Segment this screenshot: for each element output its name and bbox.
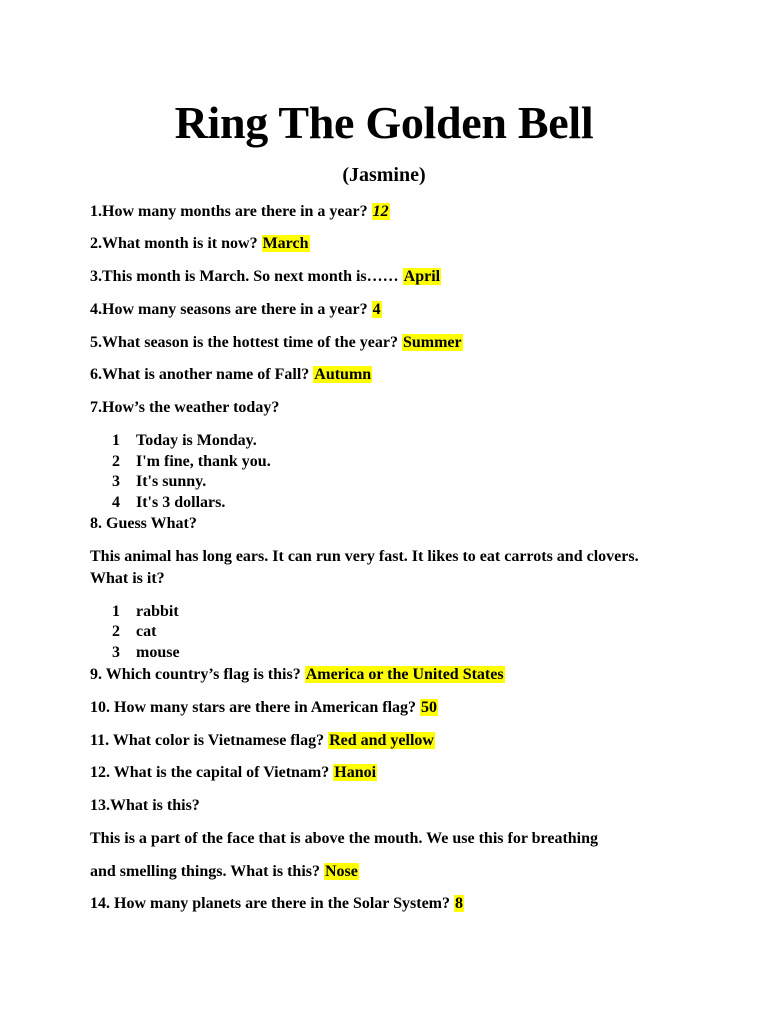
answer-highlight: March — [262, 235, 309, 252]
option-label: Today is Monday. — [136, 432, 257, 449]
question-13: 13.What is this? — [90, 797, 200, 814]
option-item — [112, 622, 156, 642]
option-number: 4 — [112, 494, 120, 511]
question-text: and smelling things. What is this? — [90, 863, 324, 880]
answer-highlight: 12 — [372, 203, 389, 220]
question-text: 1.How many months are there in a year? — [90, 203, 372, 220]
question-6 — [90, 364, 372, 386]
option-number: 3 — [112, 644, 120, 661]
option-label: It's sunny. — [136, 473, 207, 490]
question-13-clue-end — [90, 861, 359, 883]
option-item — [112, 472, 206, 492]
option-number: 1 — [112, 432, 120, 449]
option-item — [112, 602, 179, 622]
option-label: rabbit — [136, 603, 179, 620]
option-item — [112, 431, 257, 451]
question-text: 4.How many seasons are there in a year? — [90, 301, 372, 318]
page-title: Ring The Golden Bell — [174, 97, 594, 148]
question-text: 11. What color is Vietnamese flag? — [90, 732, 329, 749]
answer-highlight: Nose — [325, 863, 358, 880]
question-7: 7.How’s the weather today? — [90, 399, 280, 416]
question-text: 6.What is another name of Fall? — [90, 366, 314, 383]
answer-highlight: Red and yellow — [329, 732, 434, 749]
answer-highlight: 50 — [421, 699, 438, 716]
option-number: 3 — [112, 473, 120, 490]
question-12 — [90, 762, 377, 784]
question-14 — [90, 893, 464, 915]
option-label: mouse — [136, 644, 180, 661]
option-number: 1 — [112, 603, 120, 620]
option-number: 2 — [112, 453, 120, 470]
question-text: 5.What season is the hottest time of the year? — [90, 334, 402, 351]
question-text: 9. Which country’s flag is this? — [90, 666, 305, 683]
option-item — [112, 643, 180, 663]
question-text: 2.What month is it now? — [90, 235, 262, 252]
question-2 — [90, 233, 310, 255]
question-8-clue: This animal has long ears. It can run very fast. It likes to eat carrots and clovers. What is it? — [90, 548, 639, 587]
question-8: 8. Guess What? — [90, 515, 197, 532]
question-text: 12. What is the capital of Vietnam? — [90, 764, 334, 781]
answer-highlight: 8 — [455, 895, 463, 912]
question-4 — [90, 299, 382, 321]
option-item — [112, 452, 271, 472]
answer-highlight: April — [403, 268, 441, 285]
option-item — [112, 493, 225, 513]
question-13-clue: This is a part of the face that is above the mouth. We use this for breathing — [90, 830, 599, 847]
question-10 — [90, 697, 438, 719]
question-text: 10. How many stars are there in American flag? — [90, 699, 421, 716]
option-number: 2 — [112, 623, 120, 640]
answer-highlight: Hanoi — [334, 764, 377, 781]
answer-highlight: Summer — [402, 334, 462, 351]
answer-highlight: 4 — [372, 301, 381, 318]
question-text: 14. How many planets are there in the Solar System? — [90, 895, 454, 912]
question-3 — [90, 266, 441, 288]
page-subtitle: (Jasmine) — [342, 164, 426, 186]
answer-highlight: Autumn — [314, 366, 372, 383]
question-1 — [90, 201, 390, 223]
question-9 — [90, 664, 505, 686]
question-5 — [90, 332, 463, 354]
answer-highlight: America or the United States — [305, 666, 504, 683]
question-11 — [90, 730, 435, 752]
question-text: 3.This month is March. So next month is…… — [90, 268, 403, 285]
option-label: It's 3 dollars. — [136, 494, 226, 511]
option-label: cat — [136, 623, 157, 640]
option-label: I'm fine, thank you. — [136, 453, 271, 470]
